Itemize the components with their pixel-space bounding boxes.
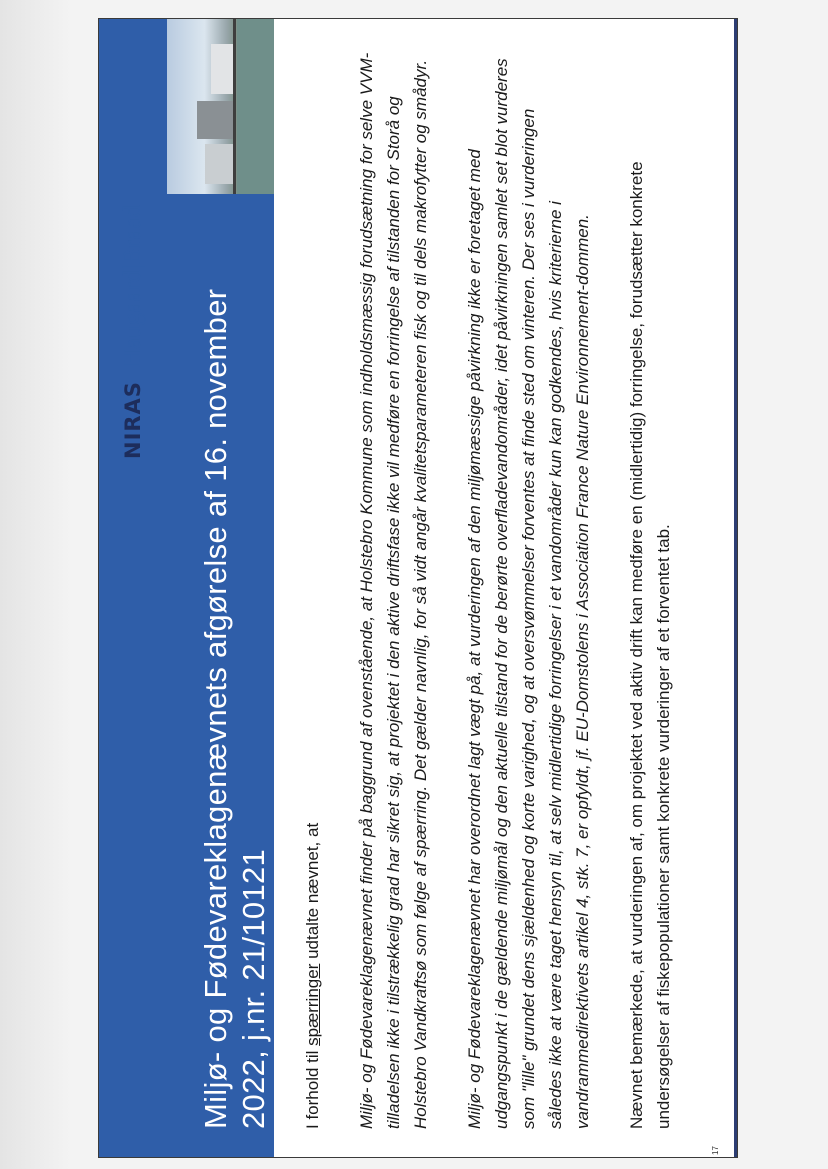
slide-title: Miljø- og Fødevareklagenævnets afgørelse af 16. november 2022, j.nr. 21/10121 <box>198 288 271 1129</box>
right-edge-rule <box>734 19 737 1157</box>
slide <box>99 19 738 1158</box>
slide-body <box>299 49 704 1129</box>
logo-row <box>113 205 153 459</box>
scan-shadow <box>0 0 70 1169</box>
quote-paragraph-1: Miljø- og Fødevareklagenævnet finder på baggrund af ovenstående, at Holstebro Kommune som indholdsmæssig forudsætning for selve VVM-tilladelsen ikke i tilstrækkelig grad har sikret sig, at projektet i den aktive driftsfase ikke vil medføre en forringelse af tilstanden for Storå og Holstebro Vandkraftsø som følge af spærring. Det gælder navnlig, for så vidt angår kvalitetsparameteren fisk og til dels makrofytter og smådyr. <box>357 52 430 1129</box>
header-photo <box>167 19 274 194</box>
intro-prefix: I forhold til <box>303 1045 322 1129</box>
quote-paragraph-2: Miljø- og Fødevareklagenævnet har overordnet lagt vægt på, at vurderingen af den miljømæssige påvirkning ikke er foretaget med udgangspunkt i de gældende miljømål og den aktuelle tilstand for de berørte overfladevandområder, idet påvirkningen samlet set blot vurderes som "lille" grundet dens sjældenhed og korte varighed, og at oversvømmelser forventes at finde sted om vinteren. Der ses i vurderingen således ikke at være taget hensyn til, at selv midlertidige forringelser i et vandområder kun kan godkendes, hvis kriterierne i vandrammedirektivets artikel 4, stk. 7, er opfyldt, jf. EU-Domstolens i Association France Nature Environnement-dommen. <box>465 58 592 1129</box>
logo-hb-left: Haugaard <box>119 269 146 368</box>
slide-frame <box>98 18 738 1158</box>
logo-hb-right: Braad <box>119 205 146 265</box>
niras-logo: NIRAS <box>121 381 145 459</box>
intro-underlined-term: spærringer <box>303 963 322 1046</box>
haugaard-braad-logo: Haugaard|Braad <box>119 205 146 368</box>
page-number: 17 <box>711 1146 720 1155</box>
intro-line <box>299 49 326 1129</box>
conclusion-paragraph: Nævnet bemærkede, at vurderingen af, om projektet ved aktiv drift kan medføre en (midlertidig) forringelse, forudsætter konkrete undersøgelser af fiskepopulationer samt konkrete vurderinger af et forventet tab. <box>627 161 673 1129</box>
intro-suffix: udtalte nævnet, at <box>303 822 322 964</box>
